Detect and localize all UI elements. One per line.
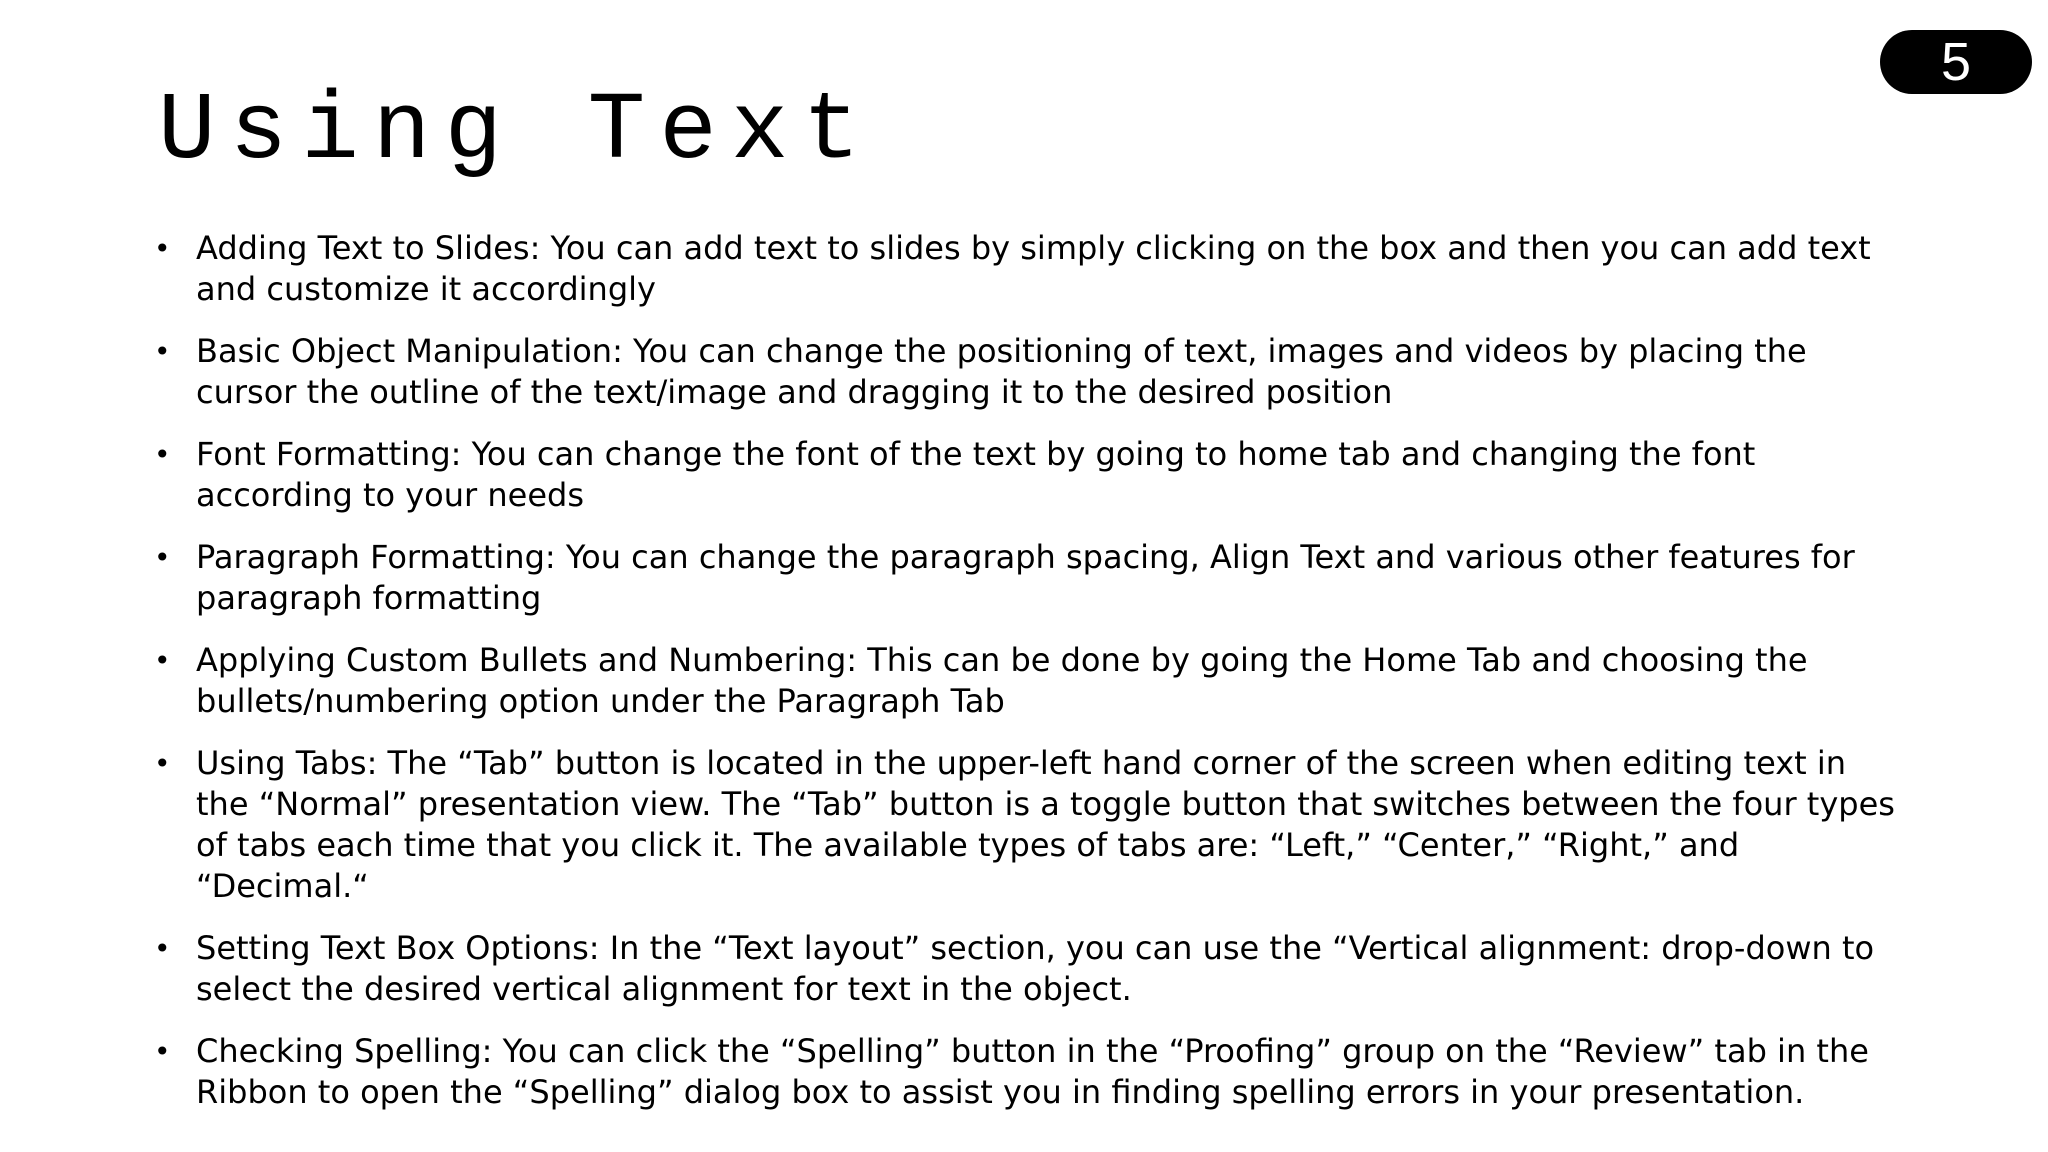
bullet-text: Font Formatting: You can change the font of the text by going to home tab and changing the font according to your needs xyxy=(196,435,1756,514)
bullet-icon: • xyxy=(154,232,171,265)
bullet-icon: • xyxy=(154,438,171,471)
bullet-icon: • xyxy=(154,644,171,677)
bullet-item-font-formatting xyxy=(140,434,1900,516)
bullet-text: Setting Text Box Options: In the “Text layout” section, you can use the “Vertical alignment: drop-down to select the desired vertical alignment for text in the object. xyxy=(196,929,1875,1008)
bullet-icon: • xyxy=(154,541,171,574)
bullet-item-adding-text xyxy=(140,228,1900,310)
slide-title: Using Text xyxy=(158,77,875,186)
bullet-text: Adding Text to Slides: You can add text to slides by simply clicking on the box and then you can add text and customize it accordingly xyxy=(196,229,1871,308)
bullet-item-text-box-options xyxy=(140,928,1900,1010)
bullet-icon: • xyxy=(154,932,171,965)
bullet-list xyxy=(140,228,1900,1134)
bullet-icon: • xyxy=(154,1035,171,1068)
bullet-text: Checking Spelling: You can click the “Spelling” button in the “Proofing” group on the “Review” tab in the Ribbon to open the “Spelling” dialog box to assist you in finding spelling errors in your presentation. xyxy=(196,1032,1869,1111)
bullet-item-custom-bullets xyxy=(140,640,1900,722)
bullet-text: Applying Custom Bullets and Numbering: This can be done by going the Home Tab and choosing the bullets/numbering option under the Paragraph Tab xyxy=(196,641,1808,720)
bullet-icon: • xyxy=(154,335,171,368)
bullet-item-using-tabs xyxy=(140,743,1900,907)
bullet-item-paragraph-formatting xyxy=(140,537,1900,619)
bullet-icon: • xyxy=(154,747,171,780)
bullet-item-object-manipulation xyxy=(140,331,1900,413)
bullet-item-checking-spelling xyxy=(140,1031,1900,1113)
bullet-text: Basic Object Manipulation: You can change the positioning of text, images and videos by placing the cursor the outline of the text/image and dragging it to the desired position xyxy=(196,332,1807,411)
page-number-badge: 5 xyxy=(1880,30,2032,94)
bullet-text: Paragraph Formatting: You can change the paragraph spacing, Align Text and various other features for paragraph formatting xyxy=(196,538,1855,617)
bullet-text: Using Tabs: The “Tab” button is located in the upper-left hand corner of the screen when editing text in the “Normal” presentation view. The “Tab” button is a toggle button that switches between the four types of tabs each time that you click it. The available types of tabs are: “Left,” “Center,” “Right,” and “Decimal.“ xyxy=(196,744,1895,905)
